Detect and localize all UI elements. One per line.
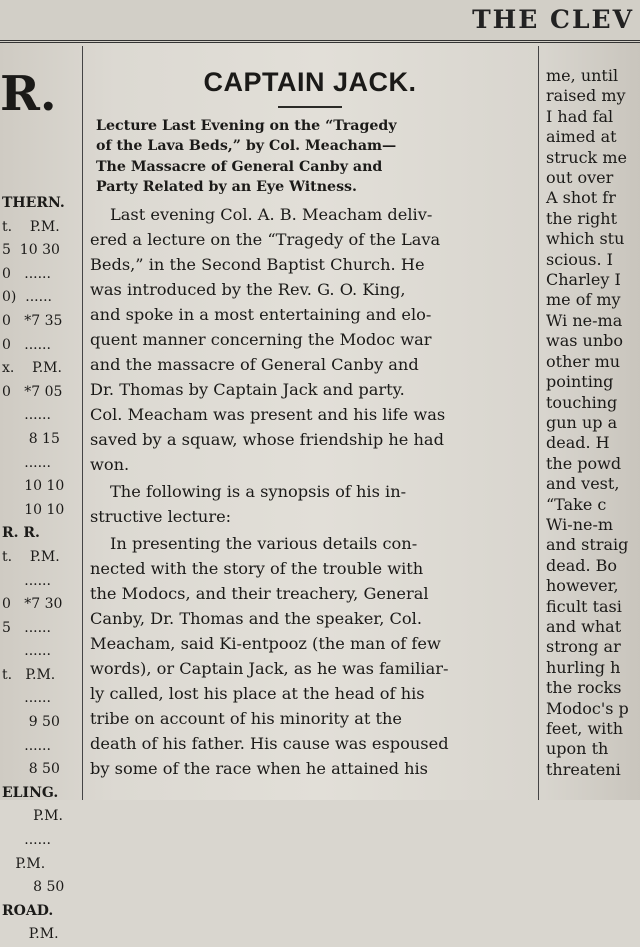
right-column-line: and what [546,616,622,636]
right-column-line: me of my [546,290,621,310]
paragraph-2 [90,479,530,529]
right-column-line: struck me [546,147,627,167]
right-column-line: and straig [546,535,629,555]
right-column-line: aimed at [546,127,617,147]
timetable-line: ...... [2,690,51,707]
right-column-line: the powd [546,453,622,473]
paragraph-1 [90,202,530,477]
timetable-line: ELING. [2,784,59,801]
timetable-line: 0 *7 05 [2,383,63,400]
right-column-line: dead. H [546,433,610,453]
paragraph-line: tribe on account of his minority at the [90,708,403,728]
column-rule-right [538,46,539,800]
subhead-line: The Massacre of General Canby and [96,158,383,175]
right-column-line: Charley I [546,270,621,290]
article-subhead [90,116,530,198]
right-column-line: Wi ne-ma [546,310,623,330]
timetable-line: 8 50 [2,879,65,896]
right-column-line: other mu [546,351,621,371]
timetable-line: 8 50 [2,761,60,778]
timetable-line: t. P.M. [2,666,56,683]
subhead-line: of the Lava Beds,” by Col. Meacham— [96,138,397,155]
subhead-line: Lecture Last Evening on the “Tragedy [96,118,397,134]
timetable-line: ...... [2,407,51,424]
paragraph-line: was introduced by the Rev. G. O. King, [90,279,406,299]
right-column-line: upon th [546,739,609,759]
right-column-line: Wi-ne-m [546,514,614,534]
right-column-line: touching [546,392,618,412]
right-column-line: the right [546,208,618,228]
paragraph-line: won. [90,454,130,474]
right-column-line: feet, with [546,719,624,738]
timetable-line: 0 ...... [2,265,51,282]
paragraph-line: Col. Meacham was present and his life was [90,404,446,424]
right-column-line: and vest, [546,474,620,494]
timetable-line: 0 ...... [2,336,51,353]
timetable-line: 5 10 30 [2,242,60,259]
left-column-fragment [0,46,78,943]
paragraph-line: and spoke in a most entertaining and elo- [90,304,432,324]
timetable-line: ROAD. [2,902,54,919]
timetable-line: ...... [2,832,51,849]
timetable-line: P.M. [2,855,46,872]
paragraph-line: saved by a squaw, whose friendship he had [90,429,444,449]
paragraph-line: Dr. Thomas by Captain Jack and party. [90,379,405,399]
timetable-line: 10 10 [2,478,65,495]
paragraph-line: Meacham, said Ki-entpooz (the man of few [90,633,441,653]
paragraph-line: words), or Captain Jack, as he was familiar- [90,658,449,678]
paragraph-line: ered a lecture on the “Tragedy of the Lava [90,229,441,249]
timetable-line: t. P.M. [2,218,60,235]
right-column-line: strong ar [546,637,621,657]
title-divider [278,106,342,108]
right-column-line: Modoc's p [546,698,629,718]
article [90,52,530,800]
right-column-line: me, until [546,66,619,85]
timetable-line: 0 *7 30 [2,596,63,613]
right-column-line: hurling h [546,657,621,677]
left-column-heading: R. [0,66,57,122]
timetable-line: THERN. [2,195,65,211]
subhead-line: Party Related by an Eye Witness. [96,179,357,196]
right-column-line: pointing [546,372,614,392]
paragraph-line: nected with the story of the trouble with [90,558,424,578]
right-column-line: A shot fr [546,188,616,208]
timetable-line: P.M. [2,926,59,943]
timetable-line: 9 50 [2,714,60,731]
timetable-line: x. P.M. [2,360,62,377]
paragraph-line: the Modocs, and their treachery, General [90,583,429,603]
left-column-timetable [2,192,65,947]
paragraph-line: ly called, lost his place at the head of his [90,683,425,703]
paragraph-line: In presenting the various details con- [110,533,418,553]
masthead [0,0,640,43]
right-column-line: raised my [546,86,626,106]
timetable-line: ...... [2,454,51,471]
right-column-line: was unbo [546,331,624,351]
right-column-fragment [546,52,640,800]
timetable-line: 5 ...... [2,619,51,636]
right-column-line: the rocks [546,678,622,698]
paragraph-line: and the massacre of General Canby and [90,354,419,374]
paragraph-3 [90,531,530,781]
timetable-line: 0 *7 35 [2,312,63,329]
right-column-line: scious. I [546,249,613,269]
right-column-line: which stu [546,229,625,249]
timetable-line: t. P.M. [2,548,60,565]
paragraph-line: The following is a synopsis of his in- [110,481,407,501]
paragraph-line: death of his father. His cause was espoused [90,733,449,753]
article-body [90,202,530,781]
paragraph-line: Beds,” in the Second Baptist Church. He [90,254,425,274]
right-column-line: however, [546,576,619,596]
timetable-line: ...... [2,643,51,660]
timetable-line: ...... [2,737,51,754]
right-column-line: gun up a [546,412,618,432]
timetable-line: 0) ...... [2,289,52,306]
column-rule-left [82,46,83,800]
right-column-line: threateni [546,759,621,779]
article-title: CAPTAIN JACK. [203,67,417,97]
right-column-line: ficult tasi [546,596,622,616]
right-column-line: I had fal [546,106,614,126]
right-column-line: out over [546,168,614,188]
timetable-line: 10 10 [2,501,65,518]
timetable-line: P.M. [2,808,63,825]
paragraph-line: structive lecture: [90,506,232,526]
paragraph-line: by some of the race when he attained his [90,758,428,778]
right-column-line: dead. Bo [546,555,618,575]
paragraph-line: Last evening Col. A. B. Meacham deliv- [110,204,433,224]
timetable-line: 8 15 [2,430,60,447]
paragraph-line: quent manner concerning the Modoc war [90,329,432,349]
paragraph-line: Canby, Dr. Thomas and the speaker, Col. [90,608,422,628]
timetable-line: R. R. [2,525,40,542]
masthead-title: THE CLEV [472,5,634,34]
right-column-line: “Take c [546,494,607,514]
timetable-line: ...... [2,572,51,589]
